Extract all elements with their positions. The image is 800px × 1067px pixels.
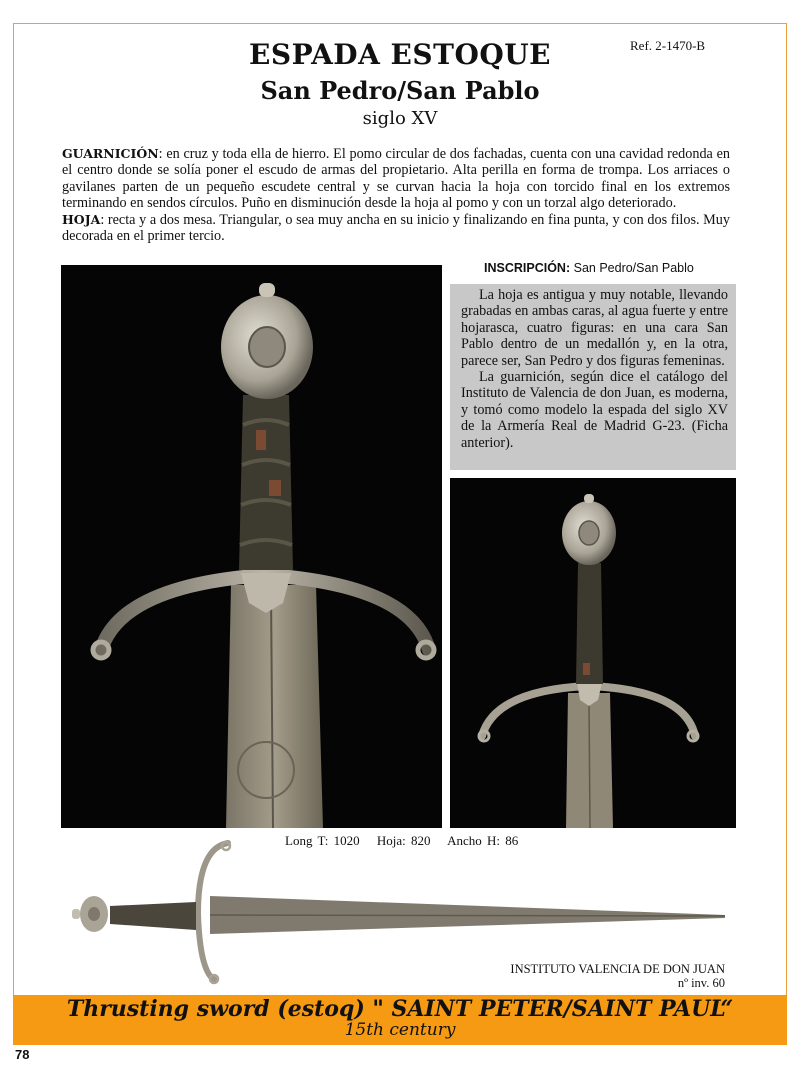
dimension-width: Ancho H: 86	[447, 833, 519, 848]
guarnicion-paragraph	[62, 146, 730, 212]
hilt-closeup-photo	[61, 265, 442, 828]
page-title: ESPADA ESTOQUE	[249, 38, 551, 71]
note-paragraph-2: La guarnición, según dice el catálogo del Instituto de Valencia de don Juan, es moderna, y tomó como modelo la espada del siglo XV de la Armería Real de Madrid G-23. (Ficha anterior).	[461, 369, 728, 451]
english-century: 15th century	[344, 1020, 456, 1040]
reference-number: Ref. 2-1470-B	[630, 38, 706, 53]
century-label: siglo XV	[362, 108, 438, 129]
inscription-line	[484, 261, 694, 275]
guarnicion-text: : en cruz y toda ella de hierro. El pomo circular de dos fachadas, cuenta con una cavidad redonda en el centro donde se solía poner el escudo de armas del propietario. Alta perilla en forma de trompa. Los arriaces o gavilanes parten de un pequeño escudete central y se curvan hacia la hoja con torcido final en los extremos terminando en sendos círculos. Puño en disminución desde la hoja al pomo y con un torzal algo deteriorado.	[62, 146, 730, 212]
institution-credit	[510, 962, 725, 990]
institution-name: INSTITUTO VALENCIA DE DON JUAN	[510, 962, 725, 976]
dimension-length: Long T: 1020	[285, 833, 360, 848]
note-paragraph-1: La hoja es antigua y muy notable, llevando grabadas en ambas caras, al agua fuerte y entre hojarasca, cuatro figuras: en una cara San Pablo dentro de un medallón y, en la otra, parece ser, San Pedro y dos figuras femeninas.	[461, 287, 728, 369]
english-title-banner	[13, 995, 787, 1045]
inscription-value: San Pedro/San Pablo	[573, 261, 694, 275]
dimension-blade: Hoja: 820	[376, 833, 431, 848]
hoja-paragraph	[62, 212, 730, 245]
guarnicion-label: GUARNICIÓN	[62, 146, 159, 161]
inventory-number: nº inv. 60	[677, 976, 725, 990]
hoja-label: HOJA	[62, 211, 101, 227]
hilt-full-photo	[450, 478, 736, 828]
inscription-label: INSCRIPCIÓN:	[484, 261, 571, 275]
hilt-closeup-illustration	[61, 265, 442, 828]
description-block	[62, 146, 730, 244]
note-box	[450, 284, 736, 470]
hoja-text: : recta y a dos mesa. Triangular, o sea muy ancha en su inicio y finalizando en fina punta, y con dos filos. Muy decorada en el primer tercio.	[62, 211, 730, 245]
page-number: 78	[15, 1047, 30, 1062]
page-subtitle: San Pedro/San Pablo	[260, 76, 540, 105]
english-title: Thrusting sword (estoq) " SAINT PETER/SAINT PAUL“	[66, 996, 734, 1022]
hilt-full-illustration	[450, 478, 736, 828]
